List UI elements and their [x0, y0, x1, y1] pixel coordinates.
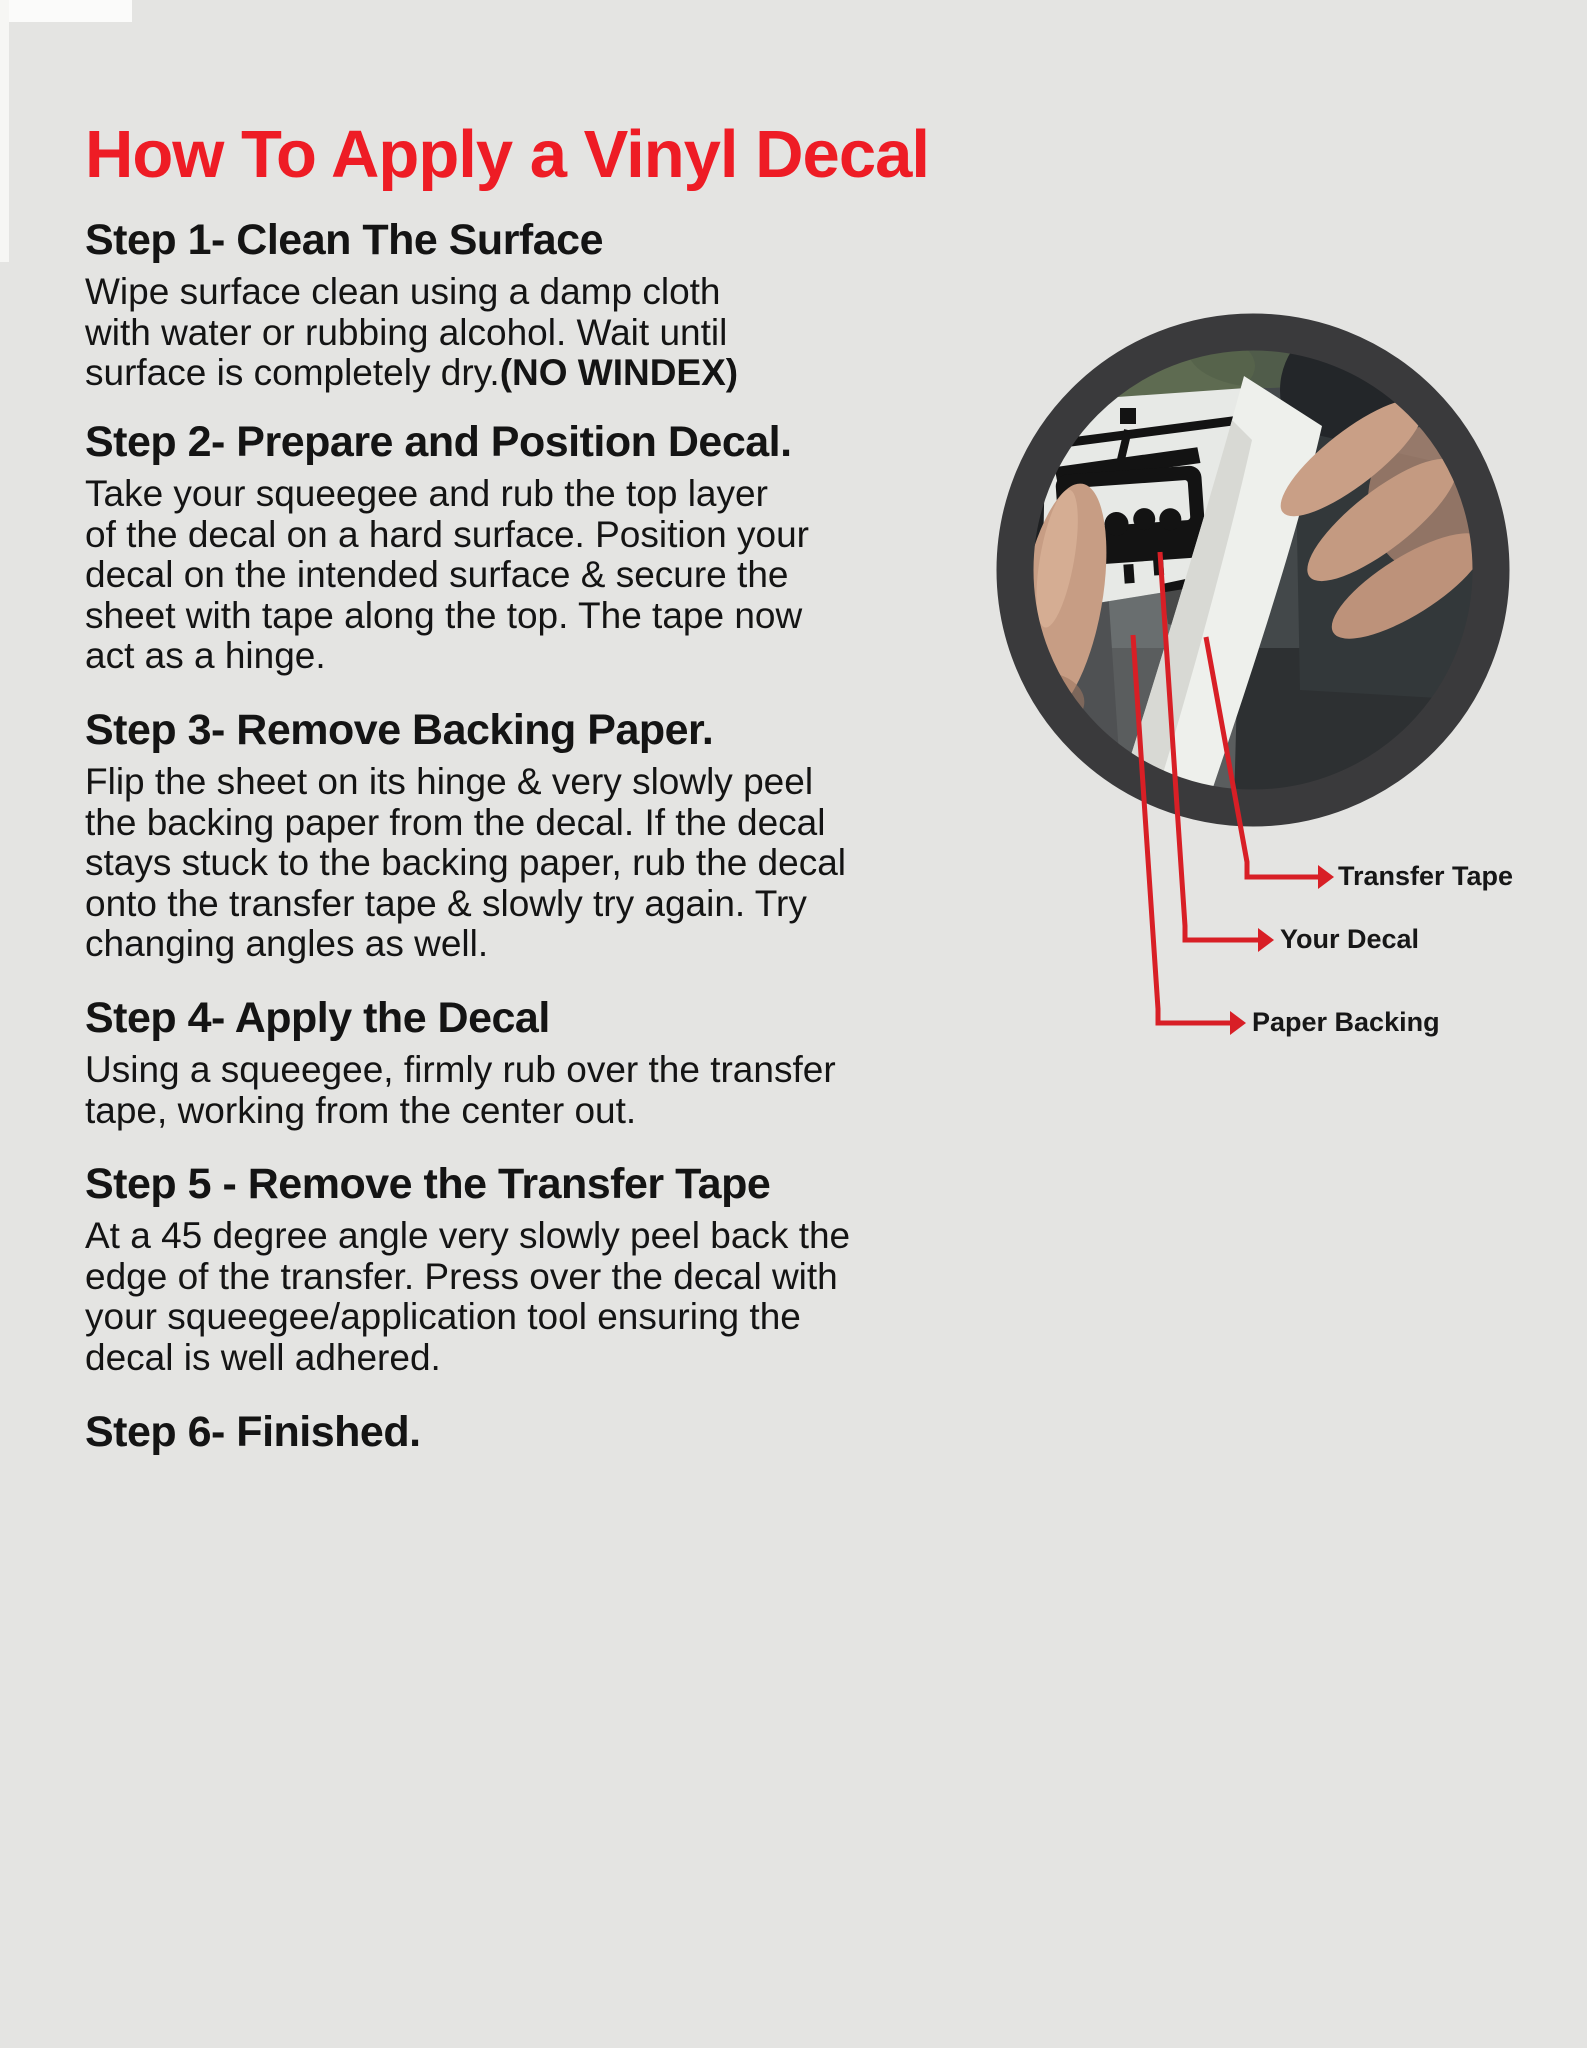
- arrowhead-icon: [1258, 928, 1274, 952]
- step-2-line: sheet with tape along the top. The tape now: [85, 594, 803, 636]
- step-1-line: Wipe surface clean using a damp cloth: [85, 271, 721, 312]
- step-4-line: Using a squeegee, firmly rub over the transfer: [85, 1049, 836, 1090]
- step-1-line-text: surface is completely dry.: [85, 352, 500, 393]
- step-3-line: changing angles as well.: [85, 923, 489, 964]
- arrowhead-icon: [1318, 865, 1334, 889]
- step-2-line: Take your squeegee and rub the top layer: [85, 473, 768, 514]
- step-3-heading: Step 3- Remove Backing Paper.: [85, 706, 714, 754]
- step-5-line: decal is well adhered.: [85, 1336, 441, 1378]
- label-your-decal: Your Decal: [1280, 924, 1420, 954]
- step-5-heading: Step 5 - Remove the Transfer Tape: [85, 1160, 771, 1208]
- step-1-heading: Step 1- Clean The Surface: [85, 216, 603, 264]
- label-paper-backing: Paper Backing: [1252, 1007, 1440, 1037]
- label-transfer-tape: Transfer Tape: [1338, 861, 1514, 891]
- arrowhead-icon: [1230, 1011, 1246, 1035]
- step-4-line: tape, working from the center out.: [85, 1089, 637, 1131]
- step-2-line: decal on the intended surface & secure the: [85, 554, 789, 595]
- step-4-heading: Step 4- Apply the Decal: [85, 994, 550, 1042]
- step-5-line: At a 45 degree angle very slowly peel back the: [85, 1215, 851, 1256]
- step-6-heading: Step 6- Finished.: [85, 1408, 421, 1456]
- no-windex-note: (NO WINDEX): [499, 352, 739, 393]
- step-2-line: act as a hinge.: [85, 635, 326, 676]
- step-2-heading: Step 2- Prepare and Position Decal.: [85, 418, 792, 466]
- step-3-line: onto the transfer tape & slowly try again. Try: [85, 882, 807, 924]
- step-1-line: with water or rubbing alcohol. Wait until: [85, 311, 728, 353]
- page-title: How To Apply a Vinyl Decal: [85, 117, 929, 192]
- step-2-line: of the decal on a hard surface. Position your: [85, 513, 809, 555]
- step-3-line: stays stuck to the backing paper, rub the decal: [85, 842, 847, 883]
- step-3-line: the backing paper from the decal. If the decal: [85, 801, 826, 843]
- step-3-line: Flip the sheet on its hinge & very slowly peel: [85, 761, 814, 802]
- step-5-line: your squeegee/application tool ensuring the: [85, 1296, 801, 1337]
- step-5-line: edge of the transfer. Press over the decal with: [85, 1255, 838, 1297]
